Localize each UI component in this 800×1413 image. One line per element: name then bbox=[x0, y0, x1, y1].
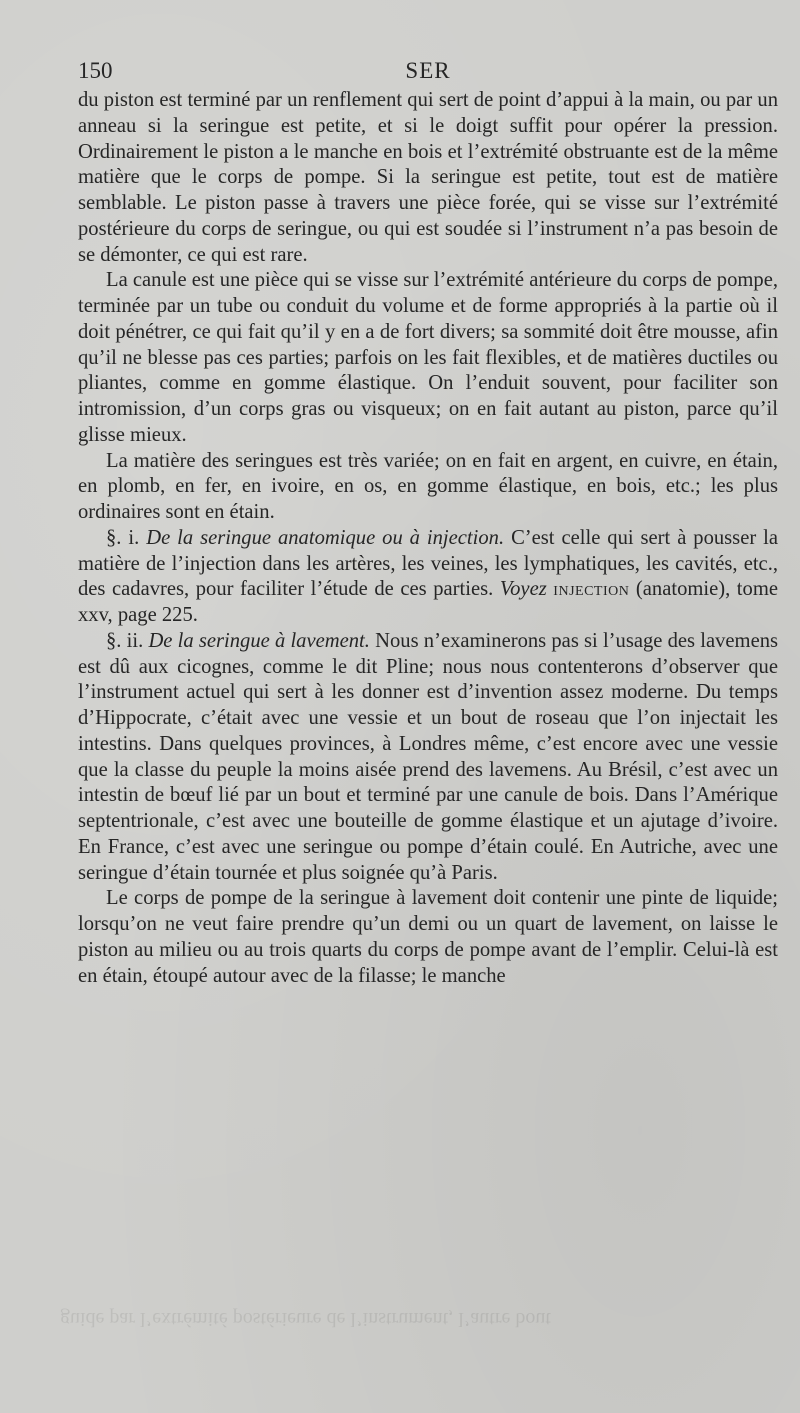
section-number: §. i. bbox=[106, 526, 140, 549]
running-head: SER bbox=[405, 58, 451, 83]
body-text bbox=[78, 88, 778, 989]
section-lavement bbox=[78, 629, 778, 887]
section-title: De la seringue à lavement. bbox=[148, 629, 370, 652]
paragraph-matiere: La matière des seringues est très variée; on en fait en argent, en cuivre, en étain, en plomb, en fer, en ivoire, en os, en gomme élastique, en bois, etc.; les plus ordinaires sont en étain. bbox=[78, 449, 778, 523]
paragraph-piston: du piston est terminé par un renflement qui sert de point d’appui à la main, ou par un anneau si la seringue est petite, et si le doigt suffit pour opérer la pression. Ordinairement le piston a le manche en bois et l’extrémité obstruante est de la même matière que le corps de pompe. Si la seringue est petite, tout est de matière semblable. Le piston passe à travers une pièce forée, qui se visse sur l’extrémité postérieure du corps de seringue, ou qui est soudée si l’instrument n’a pas besoin de se démonter, ce qui est rare. bbox=[78, 89, 778, 266]
cross-reference-tail: (anatomie), tome xxv, page 225. bbox=[78, 578, 778, 626]
voyez-label: Voyez bbox=[499, 578, 547, 601]
section-title: De la seringue anatomique ou à injection. bbox=[146, 526, 505, 549]
paragraph-canule: La canule est une pièce qui se visse sur l’extrémité antérieure du corps de pompe, terminée par un tube ou conduit du volume et de forme appropriés à la partie où il doit pénétrer, ce qui fait qu’il y en a de fort divers; sa sommité doit être mousse, afin qu’il ne blesse pas ces parties; parfois on les fait flexibles, et de matières ductiles ou pliantes, comme en gomme élastique. On l’enduit souvent, pour faciliter son intromission, d’un corps gras ou visqueux; on en fait autant au piston, parce qu’il glisse mieux. bbox=[78, 269, 778, 446]
cross-reference: injection bbox=[553, 578, 630, 601]
section-anatomique bbox=[78, 526, 778, 629]
section-number: §. ii. bbox=[106, 629, 144, 652]
page-number: 150 bbox=[78, 58, 113, 83]
section-text: Nous n’examinerons pas si l’usage des lavemens est dû aux cicognes, comme le dit Pline; nous nous contenterons d’observer que l’instrument actuel qui sert à les donner est d’invention assez moderne. Du temps d’Hippocrate, c’était avec une vessie et un bout de roseau que l’on injectait les intestins. Dans quelques provinces, à Londres même, c’est encore avec une vessie que la classe du peuple la moins aisée prend des lavemens. Au Brésil, c’est avec un intestin de bœuf lié par un bout et terminé par une canule de bois. Dans l’Amérique septentrionale, c’est avec une bouteille de gomme élastique et un ajutage d’ivoire. En France, c’est avec une seringue ou pompe d’étain coulé. En Autriche, avec une seringue d’étain tournée et plus soignée qu’à Paris. bbox=[78, 629, 779, 884]
bleed-through-text: guide par l’extrémité postérieure de l’instrument, l’autre bout bbox=[60, 1308, 551, 1330]
paragraph-corps-de-pompe: Le corps de pompe de la seringue à lavement doit contenir une pinte de liquide; lorsqu’on ne veut faire prendre qu’un demi ou un quart de lavement, on laisse le piston au milieu ou au trois quarts du corps de pompe avant de l’emplir. Celui-là est en étain, étoupé autour avec de la filasse; le manche bbox=[78, 887, 778, 987]
section-text: C’est celle qui sert à pousser la matière de l’injection dans les artères, les veines, les lymphatiques, les cavités, etc., des cadavres, pour faciliter l’étude de ces parties. bbox=[78, 526, 778, 601]
